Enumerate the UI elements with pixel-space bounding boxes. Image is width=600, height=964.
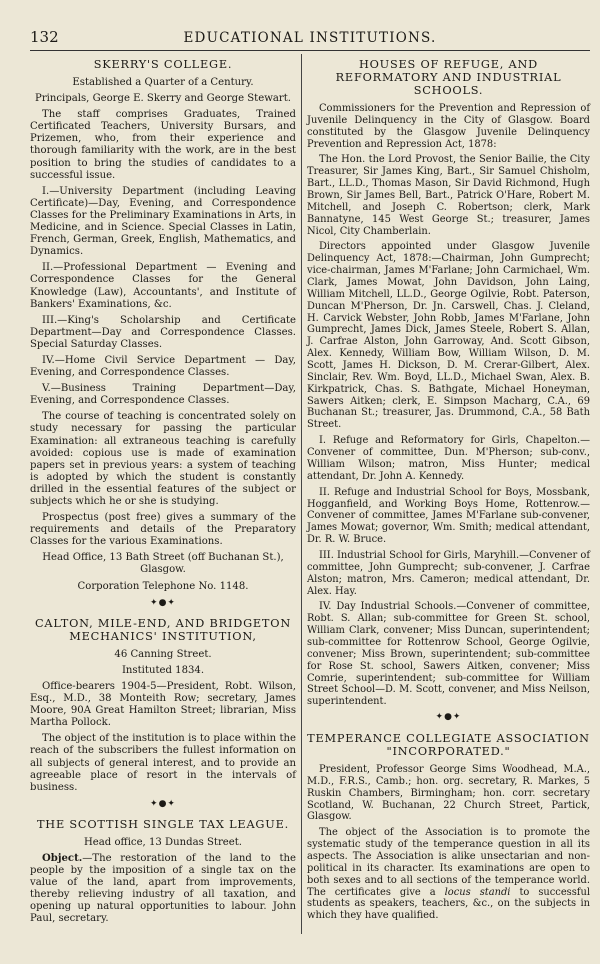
refuge-intro: Commissioners for the Prevention and Repression of Juvenile Delinquency in the City of Glasgow. Board constituted by the Glasgow Juvenile Delinquency Prevention and Repression Act, 1878: bbox=[307, 103, 590, 150]
skerry-dept-4: IV.—Home Civil Service Department — Day, Evening, and Correspondence Classes. bbox=[30, 354, 296, 379]
tax-object-label: Object. bbox=[42, 852, 83, 864]
running-title: EDUCATIONAL INSTITUTIONS. bbox=[183, 30, 437, 46]
section-ornament: ✦●✦ bbox=[435, 712, 462, 723]
skerry-dept-2: II.—Professional Department — Evening and Correspondence Classes for the General Knowledge (Law), Accountants', and Institute of Bankers' Examinations, &c. bbox=[30, 262, 296, 310]
temperance-object-italic: locus standi bbox=[444, 886, 511, 898]
calton-address: 46 Canning Street. bbox=[114, 648, 212, 660]
temperance-officers: President, Professor George Sims Woodhead, M.A., M.D., F.R.S., Camb.; hon. org. secretary, R. Markes, 5 Ruskin Chambers, Birmingham; hon. corr. secretary Scotland, W. Buchanan, 22 Church Street, Partick, Glasgow. bbox=[307, 763, 590, 823]
skerry-prospectus: Prospectus (post free) gives a summary of the requirements and details of the Preparatory Classes for the various Examinations. bbox=[30, 512, 296, 548]
refuge-day-schools: IV. Day Industrial Schools.—Convener of committee, Robt. S. Allan; sub-committee for Green St. school, William Clark, convener; Miss Duncan, superintendent; sub-committee for Rottenrow School, George Ogilvie, convener; Miss Brown, superintendent; sub-committee for Rose St. school, Sawers Aitken, convener; Miss Comrie, superintendent; sub-committee for William Street School—D. M. Scott, convener, and Miss Neilson, superintendent. bbox=[307, 601, 590, 708]
skerry-telephone: Corporation Telephone No. 1148. bbox=[77, 580, 249, 592]
column-divider bbox=[301, 54, 302, 934]
right-column bbox=[307, 55, 590, 926]
calton-title: CALTON, MILE-END, AND BRIDGETON MECHANICS' INSTITUTION, bbox=[34, 616, 292, 643]
skerry-dept-1: I.—University Department (including Leaving Certificate)—Day, Evening, and Correspondence Classes for the Preliminary Examinations in Arts, in Medicine, and in Science. Special Classes in Latin, French, German, Greek, English, Mathematics, and Dynamics. bbox=[30, 185, 296, 258]
header-rule bbox=[30, 50, 590, 51]
temperance-object bbox=[307, 827, 590, 922]
tax-object-text: —The restoration of the land to the people by the imposition of a single tax on the value of the land, apart from improvements, thereby relieving industry of all taxation, and opening up natural opportunities to labour. John Paul, secretary. bbox=[30, 852, 296, 925]
section-ornament: ✦●✦ bbox=[150, 597, 176, 608]
temperance-title: TEMPERANCE COLLEGIATE ASSOCIATION "INCORPORATED." bbox=[307, 731, 590, 758]
temperance-object-post: to successful students as speakers, teachers, &c., on the subjects in which they have qualified. bbox=[307, 886, 590, 922]
skerry-title: SKERRY'S COLLEGE. bbox=[93, 58, 233, 71]
tax-object bbox=[30, 853, 296, 926]
section-ornament: ✦●✦ bbox=[150, 798, 176, 809]
skerry-head-office: Head Office, 13 Bath Street (off Buchanan St.), Glasgow. bbox=[42, 552, 284, 576]
skerry-dept-3: III.—King's Scholarship and Certificate Department—Day and Correspondence Classes. Special Saturday Classes. bbox=[30, 314, 296, 350]
skerry-principals: Principals, George E. Skerry and George Stewart. bbox=[35, 93, 291, 105]
skerry-teaching: The course of teaching is concentrated solely on study necessary for passing the particular Examination: all extraneous teaching is carefully avoided: copious use is made of examination papers set in previous years: a system of teaching is adopted by which the student is constantly drilled in the essential features of the subject or subjects which he or she is studying. bbox=[30, 411, 296, 507]
page-number: 132 bbox=[30, 28, 59, 46]
calton-object: The object of the institution is to place within the reach of the subscribers the fullest information on all subjects of general interest, and to provide an agreeable place of resort in the intervals of business. bbox=[30, 733, 296, 793]
calton-officers: Office-bearers 1904-5—President, Robt. Wilson, Esq., M.D., 38 Monteith Row; secretary, James Moore, 90A Great Hamilton Street; librarian, Miss Martha Pollock. bbox=[30, 680, 296, 729]
tax-office: Head office, 13 Dundas Street. bbox=[83, 836, 242, 848]
temperance-object-pre: The object of the Association is to promote the systematic study of the temperance question in all its aspects. The Association is alike unsectarian and non-political in its character. Its examinations are open to both sexes and to all sections of the temperance world. The certificates give a bbox=[307, 827, 590, 898]
refuge-directors: Directors appointed under Glasgow Juvenile Delinquency Act, 1878:—Chairman, John Gumprecht; vice-chairman, James M'Farlane; John Carmichael, Wm. Clark, James Mowat, John Davidson, John Laing, William Mitchell, LL.D., George Ogilvie, Robt. Paterson, Duncan M'Pherson, Dr. Jn. Carswell, Chas. J. Cleland, H. Carvick Webster, John Robb, James M'Farlane, John Gumprecht, James Dick, James Steele, Robert S. Allan, J. Carfrae Alston, John Garroway, And. Scott Gibson, Alex. Kennedy, William Bow, William Wilson, D. M. Scott, James H. Dickson, D. M. Crerar-Gilbert, Alex. Sinclair, Rev. Wm. Boyd, LL.D., Michael Swan, Alex. B. Kirkpatrick, Chas. S. Bathgate, Michael Honeyman, Sawers Aitken; clerk, E. Simpson Macharg, C.A., 69 Buchanan St.; treasurer, Jas. Drummond, C.A., 58 Bath Street. bbox=[307, 241, 590, 431]
page-header bbox=[30, 28, 590, 50]
refuge-title: HOUSES OF REFUGE, AND REFORMATORY AND INDUSTRIAL SCHOOLS. bbox=[335, 58, 562, 97]
left-column bbox=[30, 55, 296, 930]
calton-instituted: Instituted 1834. bbox=[121, 664, 205, 676]
skerry-established: Established a Quarter of a Century. bbox=[72, 77, 254, 88]
refuge-boys-mossbank: II. Refuge and Industrial School for Boys, Mossbank, Hogganfield, and Working Boys Home, Rottenrow.—Convener of committee, James M'Farlane sub-convener, James Mowat; governor, Wm. Smith; medical attendant, Dr. R. W. Bruce. bbox=[307, 486, 590, 546]
refuge-members: The Hon. the Lord Provost, the Senior Bailie, the City Treasurer, Sir James King, Bart., Sir Samuel Chisholm, Bart., LL.D., Thomas Mason, Sir David Richmond, Hugh Brown, Sir James Bell, Bart., Patrick O'Hare, Robert M. Mitchell, and Joseph C. Robertson; clerk, Mark Bannatyne, 145 West George St.; treasurer, James Nicol, City Chamberlain. bbox=[307, 154, 590, 237]
tax-title: THE SCOTTISH SINGLE TAX LEAGUE. bbox=[36, 817, 290, 831]
refuge-girls-maryhill: III. Industrial School for Girls, Maryhill.—Convener of committee, John Gumprecht; sub-convener, J. Carfrae Alston; matron, Mrs. Cameron; medical attendant, Dr. Alex. Hay. bbox=[307, 549, 590, 597]
refuge-girls-chapelton: I. Refuge and Reformatory for Girls, Chapelton.—Convener of committee, Dun. M'Pherson; sub-conv., William Wilson; matron, Miss Hunter; medical attendant, Dr. John A. Kennedy. bbox=[307, 435, 590, 482]
skerry-dept-5: V.—Business Training Department—Day, Evening, and Correspondence Classes. bbox=[30, 383, 296, 407]
skerry-staff: The staff comprises Graduates, Trained Certificated Teachers, University Bursars, and Prizemen, who, from their experience and thorough familiarity with the work, are in the best position to bring the studies of candidates to a successful issue. bbox=[30, 109, 296, 181]
